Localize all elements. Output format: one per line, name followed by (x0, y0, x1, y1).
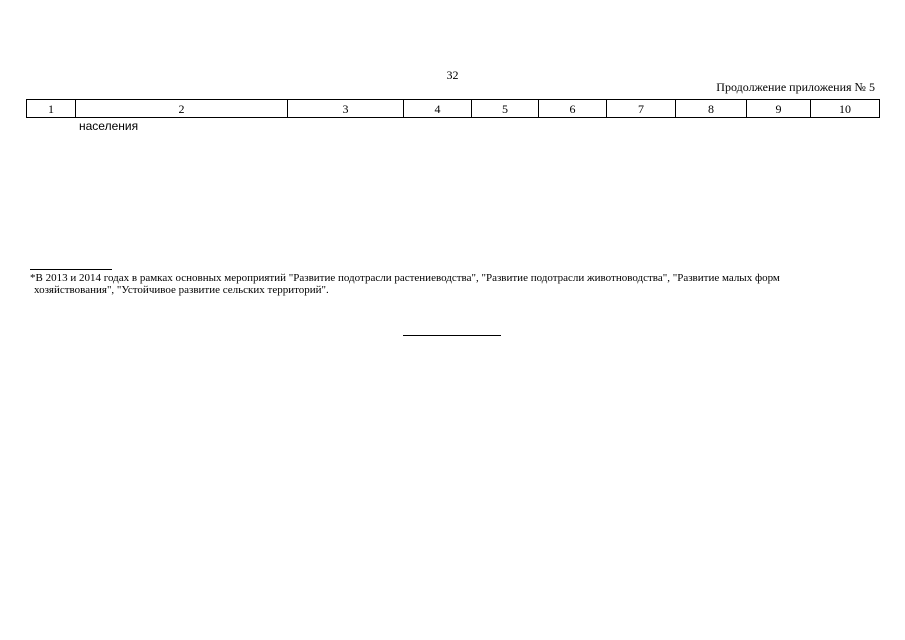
appendix-continuation-label: Продолжение приложения № 5 (716, 80, 875, 94)
footnote-separator (30, 269, 112, 270)
footnote (30, 273, 880, 296)
column-number-cell: 1 (27, 100, 76, 118)
column-number-cell: 3 (288, 100, 404, 118)
column-number-cell: 4 (404, 100, 472, 118)
column-number-cell: 6 (539, 100, 607, 118)
continued-cell-text: населения (79, 119, 139, 133)
column-number-table (26, 99, 880, 118)
page-number: 32 (446, 68, 459, 82)
column-number-cell: 2 (76, 100, 288, 118)
column-number-cell: 8 (676, 100, 747, 118)
column-number-cell: 5 (472, 100, 539, 118)
footnote-line-2: хозяйствования", "Устойчивое развитие сельских территорий". (34, 283, 329, 296)
column-number-row (27, 100, 880, 118)
document-end-rule (403, 335, 501, 336)
column-number-cell: 7 (607, 100, 676, 118)
column-number-cell: 9 (747, 100, 811, 118)
footnote-line-1: *В 2013 и 2014 годах в рамках основных мероприятий "Развитие подотрасли растениеводства", "Развитие подотрасли животноводства", "Развитие малых форм (30, 272, 780, 284)
column-number-cell: 10 (811, 100, 880, 118)
